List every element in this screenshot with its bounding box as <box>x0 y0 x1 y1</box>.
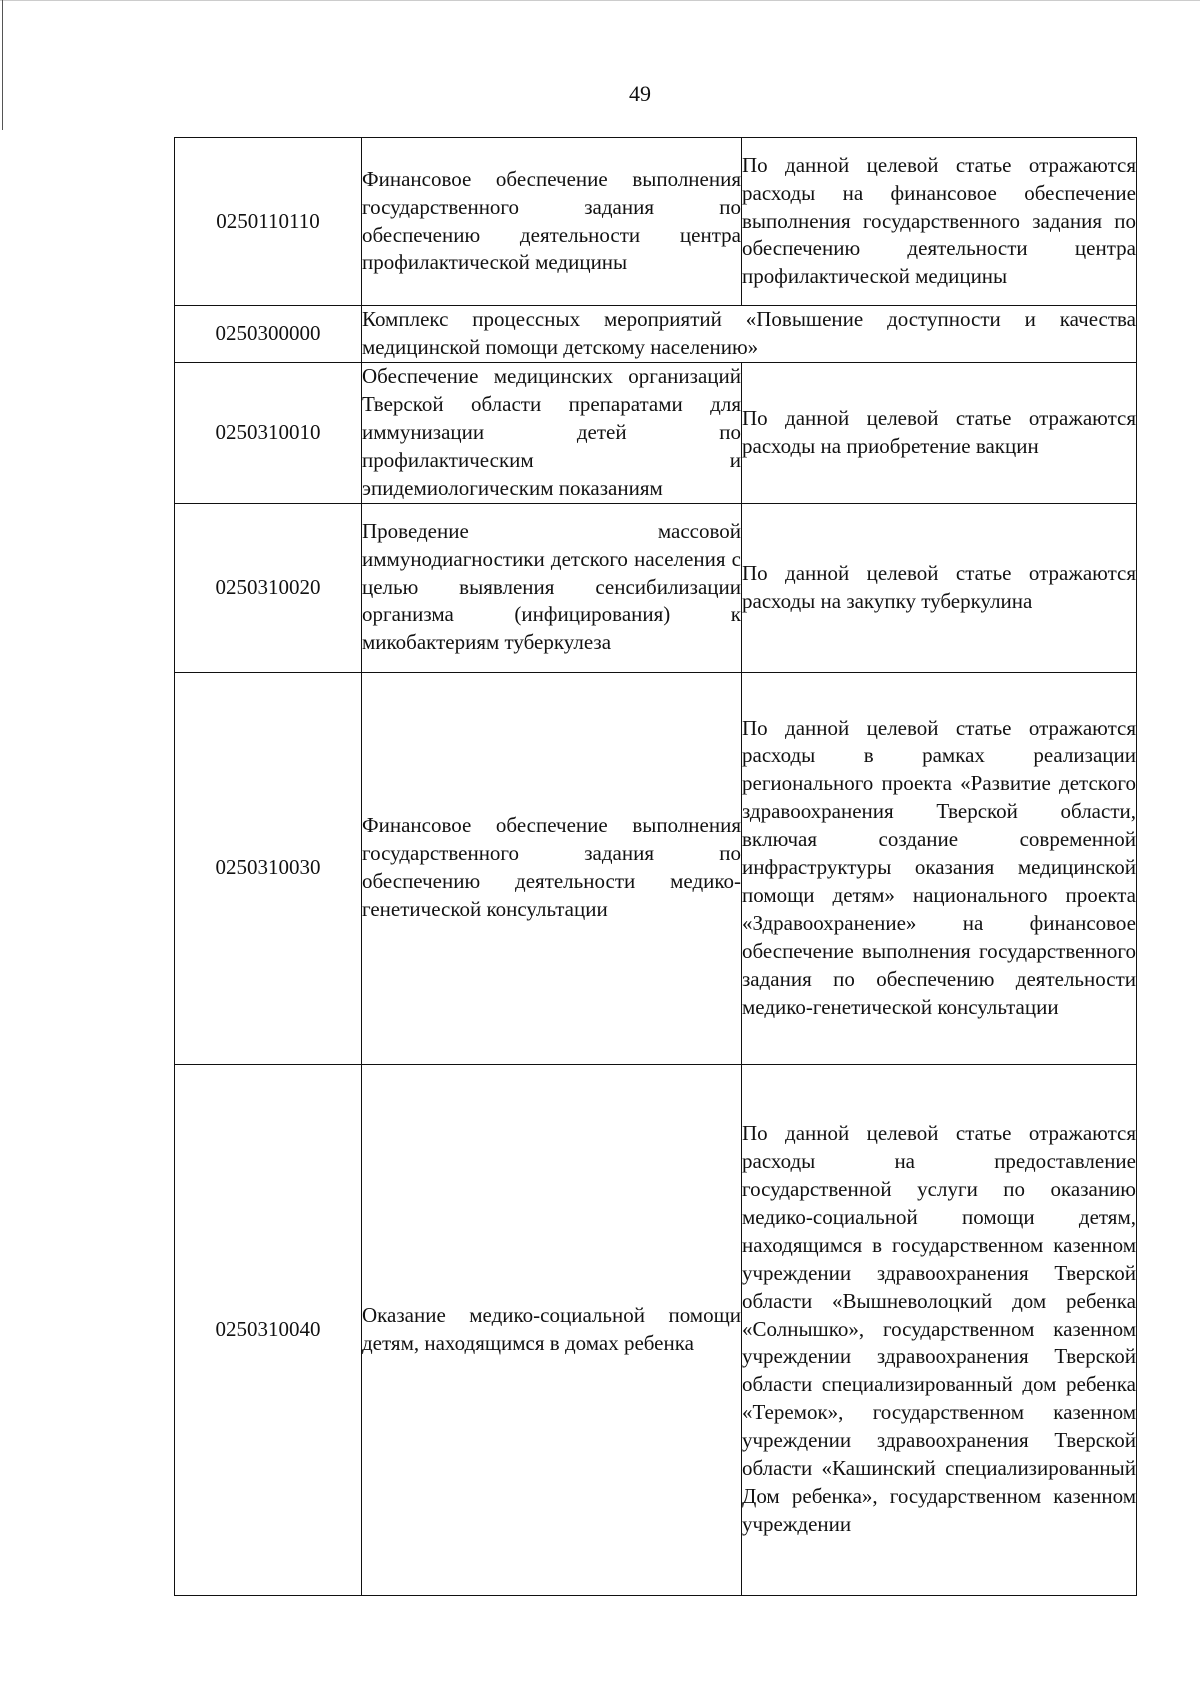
row-name: Оказание медико-социальной помощи детям, находящимся в домах ребенка <box>362 1064 742 1595</box>
row-code: 0250310010 <box>175 363 362 504</box>
row-name: Обеспечение медицинских организаций Тверской области препаратами для иммунизации детей по профилактическим и эпидемиологическим показаниям <box>362 363 742 504</box>
row-name: Проведение массовой иммунодиагностики детского населения с целью выявления сенсибилизации организма (инфицирования) к микобактериям туберкулеза <box>362 503 742 672</box>
table-row <box>175 363 1137 504</box>
row-description: По данной целевой статье отражаются расходы на закупку туберкулина <box>742 503 1137 672</box>
scan-margin-line <box>2 0 3 130</box>
table-row <box>175 138 1137 306</box>
row-code: 0250310020 <box>175 503 362 672</box>
table-row <box>175 503 1137 672</box>
section-title: Комплекс процессных мероприятий «Повышение доступности и качества медицинской помощи детскому населению» <box>362 306 1137 363</box>
row-description: По данной целевой статье отражаются расходы на предоставление государственной услуги по оказанию медико-социальной помощи детям, находящимся в государственном казенном учреждении здравоохранения Тверской области «Вышневолоцкий дом ребенка «Солнышко», государственном казенном учреждении здравоохранения Тверской области специализированный дом ребенка «Теремок», государственном казенном учреждении здравоохранения Тверской области «Кашинский специализированный Дом ребенка», государственном казенном учреждении <box>742 1064 1137 1595</box>
row-description: По данной целевой статье отражаются расходы на финансовое обеспечение выполнения государственного задания по обеспечению деятельности центра профилактической медицины <box>742 138 1137 306</box>
table-row-section <box>175 306 1137 363</box>
row-code: 0250110110 <box>175 138 362 306</box>
row-name: Финансовое обеспечение выполнения государственного задания по обеспечению деятельности центра профилактической медицины <box>362 138 742 306</box>
row-code: 0250310030 <box>175 672 362 1064</box>
row-description: По данной целевой статье отражаются расходы в рамках реализации регионального проекта «Развитие детского здравоохранения Тверской области, включая создание современной инфраструктуры оказания медицинской помощи детям» национального проекта «Здравоохранение» на финансовое обеспечение выполнения государственного задания по обеспечению деятельности медико-генетической консультации <box>742 672 1137 1064</box>
table-row <box>175 672 1137 1064</box>
table-row <box>175 1064 1137 1595</box>
row-description: По данной целевой статье отражаются расходы на приобретение вакцин <box>742 363 1137 504</box>
row-name: Финансовое обеспечение выполнения государственного задания по обеспечению деятельности медико-генетической консультации <box>362 672 742 1064</box>
budget-classification-table <box>174 137 1137 1596</box>
page-number: 49 <box>629 81 651 106</box>
row-code: 0250300000 <box>175 306 362 363</box>
page-top-edge <box>0 0 1200 1</box>
row-code: 0250310040 <box>175 1064 362 1595</box>
